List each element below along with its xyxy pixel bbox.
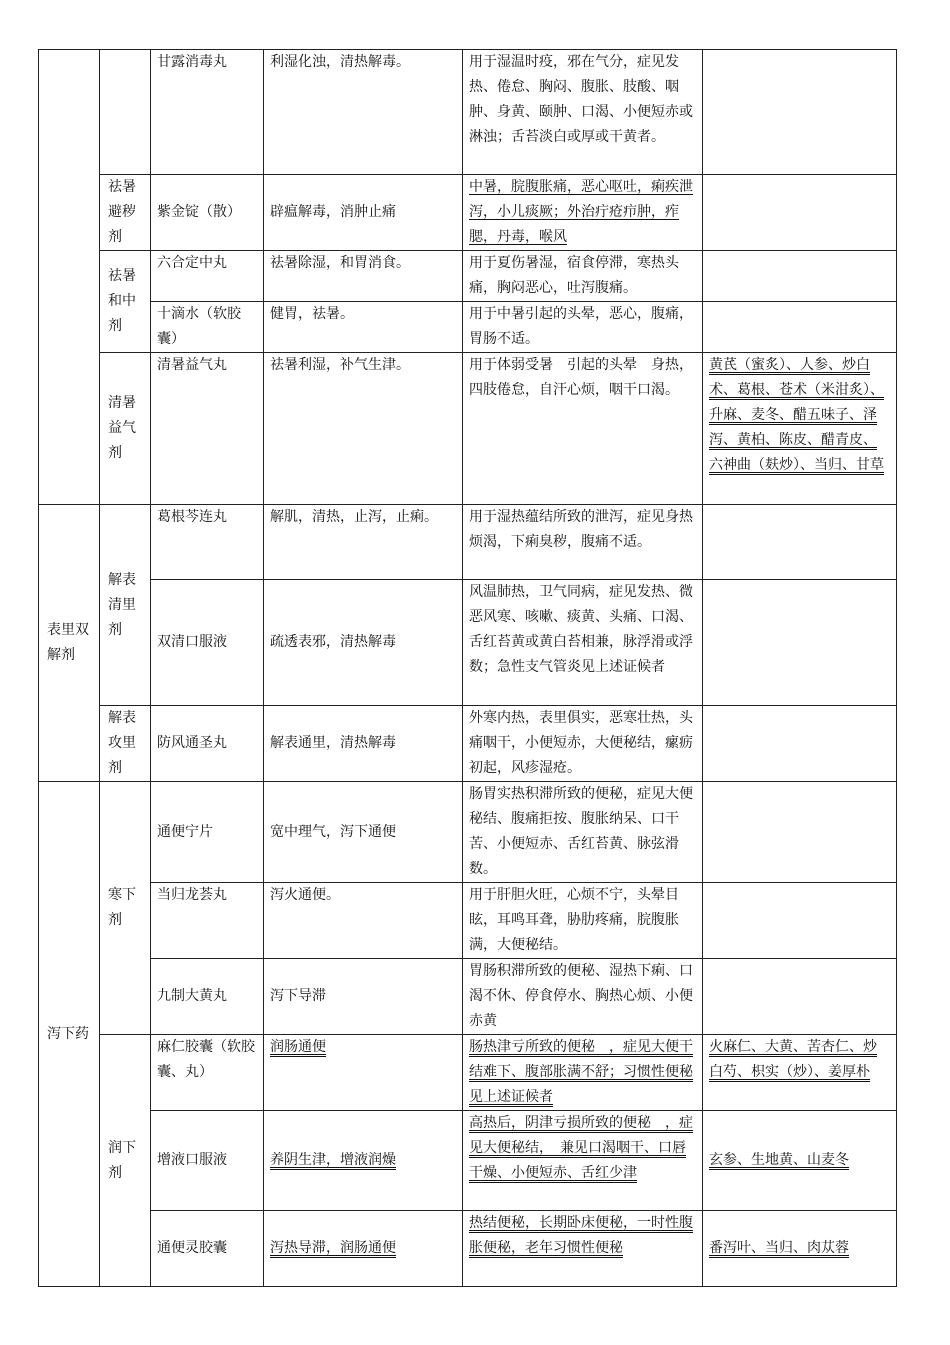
formula-table [38,49,897,1287]
table-row [39,251,897,302]
drug-name: 清暑益气丸 [151,353,264,505]
drug-function: 辟瘟解毒，消肿止痛 [264,175,463,251]
table-row [39,175,897,251]
drug-name: 当归龙荟丸 [151,883,264,959]
indication-text: 肠热津亏所致的便秘 ，症见大便干结难下、腹部胀满不舒；习惯性便秘见上述证候者 [469,1039,693,1105]
drug-composition [703,706,897,782]
subcategory-label: 寒下剂 [100,782,151,1035]
drug-composition [703,1035,897,1111]
composition-text: 玄参、生地黄、山麦冬 [709,1152,849,1168]
drug-indication: 肠胃实热积滞所致的便秘，症见大便秘结、腹痛拒按、腹胀纳呆、口干苦、小便短赤、舌红苔黄、脉弦滑数。 [463,782,703,883]
subcategory-label: 祛暑和中剂 [100,251,151,353]
drug-indication: 用于体弱受暑 引起的头晕 身热，四肢倦怠，自汗心烦，咽干口渴。 [463,353,703,505]
subcategory-cell-empty [100,50,151,175]
drug-name: 麻仁胶囊（软胶囊、丸） [151,1035,264,1111]
drug-function: 健胃，祛暑。 [264,302,463,353]
composition-text: 番泻叶、当归、肉苁蓉 [709,1240,849,1256]
drug-indication: 用于肝胆火旺，心烦不宁，头晕目眩，耳鸣耳聋，胁肋疼痛，脘腹胀满，大便秘结。 [463,883,703,959]
table-row [39,959,897,1035]
drug-composition [703,302,897,353]
drug-function: 解表通里，清热解毒 [264,706,463,782]
drug-composition [703,50,897,175]
drug-function: 疏透表邪，清热解毒 [264,580,463,706]
drug-composition [703,1111,897,1211]
drug-function: 宽中理气，泻下通便 [264,782,463,883]
indication-text: 中暑，脘腹胀痛，恶心呕吐，痢疾泄泻，小儿痰厥；外治疔疮疖肿，痄腮，丹毒，喉风 [469,179,693,245]
table-row [39,50,897,175]
composition-text: 火麻仁、大黄、苦杏仁、炒白芍、枳实（炒）、姜厚朴 [709,1039,877,1080]
table-row [39,580,897,706]
drug-composition [703,353,897,505]
drug-name: 增液口服液 [151,1111,264,1211]
drug-function [264,1211,463,1287]
drug-name: 九制大黄丸 [151,959,264,1035]
drug-composition [703,1211,897,1287]
drug-function [264,1035,463,1111]
drug-name: 防风通圣丸 [151,706,264,782]
drug-function: 泻火通便。 [264,883,463,959]
table-row [39,353,897,505]
drug-name: 十滴水（软胶囊） [151,302,264,353]
drug-function [264,1111,463,1211]
drug-indication: 用于中暑引起的头晕，恶心，腹痛，胃肠不适。 [463,302,703,353]
table-row [39,1111,897,1211]
drug-indication: 外寒内热，表里俱实，恶寒壮热，头痛咽干，小便短赤，大便秘结，瘰疬初起，风疹湿疮。 [463,706,703,782]
drug-indication [463,1035,703,1111]
table-row [39,782,897,883]
table-row [39,302,897,353]
drug-function: 祛暑除湿，和胃消食。 [264,251,463,302]
drug-composition [703,580,897,706]
document-page [38,49,896,1279]
subcategory-label: 祛暑避秽剂 [100,175,151,251]
drug-composition [703,782,897,883]
drug-function: 祛暑利湿，补气生津。 [264,353,463,505]
drug-name: 葛根芩连丸 [151,505,264,580]
drug-indication [463,175,703,251]
function-text: 养阴生津，增液润燥 [270,1152,396,1168]
drug-composition [703,175,897,251]
drug-indication [463,1111,703,1211]
category-label: 表里双解剂 [39,505,100,782]
table-row [39,706,897,782]
drug-indication [463,1211,703,1287]
drug-indication: 胃肠积滞所致的便秘、湿热下痢、口渴不休、停食停水、胸热心烦、小便赤黄 [463,959,703,1035]
indication-text: 热结便秘，长期卧床便秘，一时性腹胀便秘，老年习惯性便秘 [469,1215,693,1256]
drug-name: 通便宁片 [151,782,264,883]
drug-composition [703,959,897,1035]
drug-name: 紫金锭（散） [151,175,264,251]
function-text: 润肠通便 [270,1039,326,1055]
drug-composition [703,251,897,302]
subcategory-label: 润下剂 [100,1035,151,1287]
drug-indication: 风温肺热，卫气同病，症见发热、微恶风寒、咳嗽、痰黄、头痛、口渴、舌红苔黄或黄白苔相兼，脉浮滑或浮数；急性支气管炎见上述证候者 [463,580,703,706]
subcategory-label: 解表攻里剂 [100,706,151,782]
drug-name: 甘露消毒丸 [151,50,264,175]
drug-indication: 用于夏伤暑湿，宿食停滞，寒热头痛，胸闷恶心，吐泻腹痛。 [463,251,703,302]
table-row [39,1211,897,1287]
drug-name: 六合定中丸 [151,251,264,302]
drug-indication: 用于湿温时疫，邪在气分，症见发热、倦怠、胸闷、腹胀、肢酸、咽肿、身黄、颐肿、口渴、小便短赤或淋浊；舌苔淡白或厚或干黄者。 [463,50,703,175]
indication-text: 高热后，阴津亏损所致的便秘 ，症见大便秘结， 兼见口渴咽干、口唇干燥、小便短赤、舌红少津 [469,1115,693,1181]
drug-name: 双清口服液 [151,580,264,706]
table-row [39,505,897,580]
drug-indication: 用于湿热蕴结所致的泄泻，症见身热烦渴，下痢臭秽，腹痛不适。 [463,505,703,580]
subcategory-label: 清暑益气剂 [100,353,151,505]
drug-function: 解肌，清热，止泻，止痢。 [264,505,463,580]
category-label: 泻下药 [39,782,100,1287]
drug-name: 通便灵胶囊 [151,1211,264,1287]
drug-function: 泻下导滞 [264,959,463,1035]
category-cell-empty [39,50,100,505]
drug-composition [703,883,897,959]
drug-composition [703,505,897,580]
composition-text: 黄芪（蜜炙）、人参、炒白术、葛根、苍术（米泔炙）、升麻、麦冬、醋五味子、泽泻、黄柏、陈皮、醋青皮、六神曲（麸炒）、当归、甘草 [709,357,884,473]
drug-function: 利湿化浊，清热解毒。 [264,50,463,175]
table-row [39,883,897,959]
subcategory-label: 解表清里剂 [100,505,151,706]
function-text: 泻热导滞，润肠通便 [270,1240,396,1256]
table-row [39,1035,897,1111]
